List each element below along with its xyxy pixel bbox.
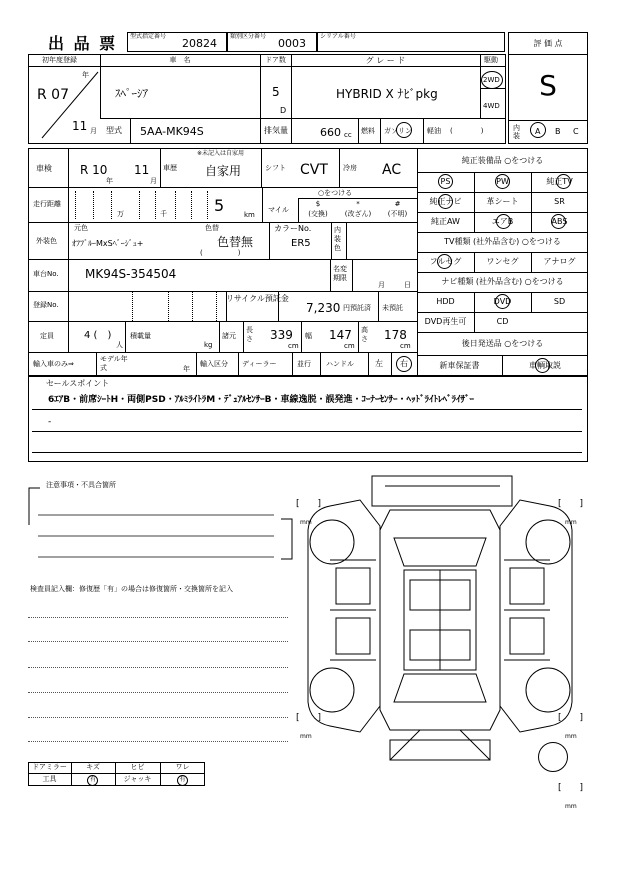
handle-label: ハンドル [326, 360, 354, 368]
mm-fl: mm [300, 519, 312, 526]
spare-wheel-icon [538, 742, 568, 772]
mileage-man: 万 [117, 210, 124, 218]
unknown-text: (不明) [387, 210, 408, 218]
handle-right: 右 [400, 359, 408, 368]
name-change-label: 名変期限 [333, 265, 347, 282]
ruibetsu-label: 類別区分番号 [230, 33, 267, 40]
shaken-value: R 10 [80, 163, 108, 177]
model-label: 型式 [106, 126, 122, 135]
capacity-value: 4 ( ) [84, 330, 112, 341]
capacity-label: 定員 [40, 332, 54, 340]
doors-value: 5 [272, 85, 280, 99]
equip-airbag: エアB [491, 217, 514, 226]
tamper-text: (改ざん) [344, 210, 372, 218]
length-unit: cm [288, 342, 299, 350]
later-manual-circle [535, 358, 550, 373]
first-reg-month: 11 [72, 119, 88, 133]
unknown-sym: # [394, 200, 401, 208]
equip-sr: SR [554, 197, 565, 206]
model-year-unit: 年 [183, 365, 190, 373]
doors-label: ドア数 [265, 56, 286, 64]
sales-block [28, 376, 588, 462]
equip-abs: ABS [551, 217, 568, 226]
history-value: 自家用 [205, 164, 242, 178]
length-value: 339 [270, 328, 293, 342]
inspector-label: 検査員記入欄：修復歴「有」の場合は修復箇所・交換箇所を記入 [30, 585, 233, 593]
chassis-label: 車台No. [33, 270, 59, 278]
tv-one-seg: ワンセグ [486, 257, 519, 266]
bracket-fr: [ ] [558, 499, 584, 509]
shaken-month: 11 [134, 163, 150, 177]
drive-label: 駆動 [484, 56, 498, 64]
mm-spare: mm [565, 803, 577, 810]
model-year-label: モデル年式 [100, 355, 128, 372]
jack-value: 有 [179, 776, 186, 783]
first-reg-label: 初年度登録 [42, 56, 77, 64]
width-label: 幅 [305, 332, 312, 340]
car-name-value: ｽﾍﾟｰｼｱ [115, 87, 148, 100]
sales-line-1: 6ｴｱB・前席ｼｰﾄH・両側PSD・ｱﾙﾐﾗｲﾄﾗM・ﾃﾞｭｱﾙｾﾝｻｰB・車線逸脱・誤発進・ｺｰﾅｰｾﾝｻｰ・ﾍｯﾄﾞﾗｲﾄﾚﾍﾞﾗｲｻﾞｰ [48, 395, 475, 405]
navi-sd: SD [553, 297, 566, 306]
height-value: 178 [384, 328, 407, 342]
later-warranty: 新車保証書 [439, 361, 480, 370]
equip-tv-circle [556, 174, 571, 189]
equip-leather: 革シート [486, 197, 519, 206]
equip-airbag-circle [496, 214, 511, 229]
cc-unit: cc [344, 131, 352, 139]
color-label: 外装色 [36, 237, 57, 245]
equip-navi-circle [438, 194, 453, 209]
sales-label: セールスポイント [46, 379, 110, 388]
car-name-label: 車 名 [169, 56, 191, 64]
mileage-sen: 千 [160, 210, 167, 218]
tv-full-seg: フルセグ [429, 257, 462, 266]
caution-label: 注意事項・不具合箇所 [46, 481, 116, 489]
shaken-label: 車検 [36, 164, 52, 173]
interior-a-circle [530, 122, 546, 138]
history-note: ※未記入は自家用 [197, 150, 245, 157]
shaken-month-unit: 月 [150, 177, 157, 185]
fuel-other: ( ) [450, 127, 484, 135]
equip-aw: 純正AW [431, 217, 460, 226]
mm-rl: mm [300, 733, 312, 740]
import-parallel: 並行 [297, 360, 311, 368]
name-change-month: 月 [378, 281, 385, 289]
fuel-diesel: 軽油 [427, 127, 441, 135]
mileage-value: 5 [214, 196, 225, 215]
mile-label: マイル [268, 206, 289, 214]
dims-label: 諸元 [222, 332, 236, 340]
grade-label: グ レ ー ド [365, 56, 406, 65]
ruibetsu-value: 0003 [278, 37, 306, 50]
tamper-sym: * [356, 200, 360, 208]
equip-ps: PS [440, 177, 451, 186]
cc-label: 排気量 [264, 126, 288, 135]
interior-label: 内装 [513, 124, 520, 140]
repaint-paren: ( ) [200, 249, 241, 257]
bracket-spare: [ ] [558, 783, 584, 793]
mileage-check-note: ○をつける [318, 189, 353, 197]
width-value: 147 [329, 328, 352, 342]
navi-hdd: HDD [436, 297, 455, 306]
shift-label: シフト [265, 164, 286, 172]
score-value: S [539, 69, 557, 102]
height-label: 高さ [361, 326, 368, 343]
door-mirror-label: ドアミラー [32, 763, 67, 771]
equip-navi: 純正ナビ [429, 197, 462, 206]
import-dealer: ディーラー [242, 360, 277, 368]
fuel-gasoline: ガソリン [384, 127, 412, 135]
genuine-title: 純正装備品 ○をつける [461, 156, 544, 165]
recycle-value: 7,230 [306, 301, 341, 315]
bracket-rr: [ ] [558, 713, 584, 723]
length-label: 長さ [246, 326, 253, 343]
repaint-label: 色替 [205, 224, 219, 232]
import-type-label: 輸入区分 [200, 360, 228, 368]
drive-4wd: 4WD [483, 102, 500, 110]
scratch-label: キズ [86, 763, 100, 771]
colorno-label: カラーNo. [274, 224, 312, 233]
tools-value: 有 [89, 776, 96, 783]
drive-2wd: 2WD [483, 76, 500, 84]
first-reg-year: R 07 [37, 87, 69, 103]
drive-2wd-circle [481, 71, 503, 89]
break-label: ワレ [175, 763, 190, 771]
doors-sub: D [280, 106, 287, 115]
bracket-rl: [ ] [296, 713, 322, 723]
interior-c: C [573, 127, 579, 136]
colorno-value: ER5 [291, 238, 311, 249]
navi-dvd-play: DVD再生可 [424, 317, 467, 326]
mm-rr: mm [565, 733, 577, 740]
first-reg-year-unit: 年 [82, 71, 89, 79]
crack-label: ヒビ [130, 763, 145, 771]
equip-tv: 純正TV [546, 177, 573, 186]
navi-dvd-circle [495, 294, 510, 309]
later-title: 後日発送品 ○をつける [461, 339, 544, 348]
orig-color-label: 元色 [74, 224, 88, 232]
shaken-year: 年 [106, 177, 113, 185]
height-unit: cm [400, 342, 411, 350]
chassis-value: MK94S-354504 [85, 267, 177, 281]
tv-title: TV種類 (社外品含む) ○をつける [444, 237, 561, 246]
jack-circle [177, 775, 188, 786]
cc-value: 660 [320, 126, 341, 139]
score-label: 評 価 点 [533, 39, 563, 48]
tv-analog: アナログ [543, 257, 576, 266]
width-unit: cm [344, 342, 355, 350]
handle-right-circle [396, 356, 412, 372]
name-change-day: 日 [404, 281, 411, 289]
capacity-unit: 人 [116, 341, 123, 349]
bracket-fl: [ ] [296, 499, 322, 509]
equip-pw: PW [496, 177, 509, 186]
katashiki-label: 型式指定番号 [130, 33, 167, 40]
regno-label: 登録No. [33, 301, 59, 309]
recycle-not: 未預託 [382, 304, 403, 312]
import-label: 輸入車のみ⇒ [33, 360, 74, 368]
first-reg-month-unit: 月 [90, 127, 97, 135]
tv-full-seg-circle [437, 254, 452, 269]
interior-b: B [555, 127, 561, 136]
navi-title: ナビ種類 (社外品含む) ○をつける [441, 277, 564, 286]
mileage-label: 走行距離 [33, 200, 61, 208]
ac-label: 冷房 [343, 164, 357, 172]
sales-line-2: - [48, 417, 52, 427]
handle-left: 左 [375, 359, 383, 368]
equip-abs-circle [551, 214, 566, 229]
repaint-value: 色替無 [217, 235, 254, 249]
recycle-unit: 円預託済 [343, 304, 371, 312]
navi-dvd: DVD [493, 297, 512, 306]
model-value: 5AA-MK94S [140, 125, 204, 138]
equip-pw-circle [495, 174, 510, 189]
interior-color-label: 内装色 [334, 226, 341, 252]
fuel-label: 燃料 [361, 127, 375, 135]
shift-value: CVT [300, 162, 328, 178]
equip-ps-circle [438, 174, 453, 189]
orig-color-value: ｵﾌﾌﾞﾙｰMxSﾍﾞｰｼﾞｭ+ [72, 239, 144, 248]
car-damage-diagram [290, 470, 590, 770]
mileage-unit: km [244, 211, 255, 219]
swap-text: (交換) [308, 210, 328, 218]
caution-brackets [26, 485, 296, 563]
interior-a: A [535, 127, 541, 136]
swap-sym: $ [315, 200, 321, 208]
navi-cd: CD [496, 317, 509, 326]
tools-circle [87, 775, 98, 786]
katashiki-value: 20824 [182, 37, 217, 50]
history-label: 車歴 [163, 164, 177, 172]
tools-label: 工具 [42, 775, 57, 783]
later-manual: 車輌取説 [529, 361, 561, 370]
fuel-gasoline-circle [396, 122, 412, 138]
regno-cells [68, 291, 228, 321]
mm-fr: mm [565, 519, 577, 526]
recycle-label: リサイクル預託金 [226, 294, 289, 303]
ac-value: AC [382, 162, 402, 178]
grade-value: HYBRID X ﾅﾋﾞpkg [336, 87, 438, 101]
load-unit: kg [204, 341, 213, 349]
jack-label: ジャッキ [123, 775, 152, 783]
sheet-title: 出 品 票 [48, 34, 118, 53]
serial-label: シリアル番号 [320, 33, 356, 40]
load-label: 積載量 [130, 332, 151, 340]
